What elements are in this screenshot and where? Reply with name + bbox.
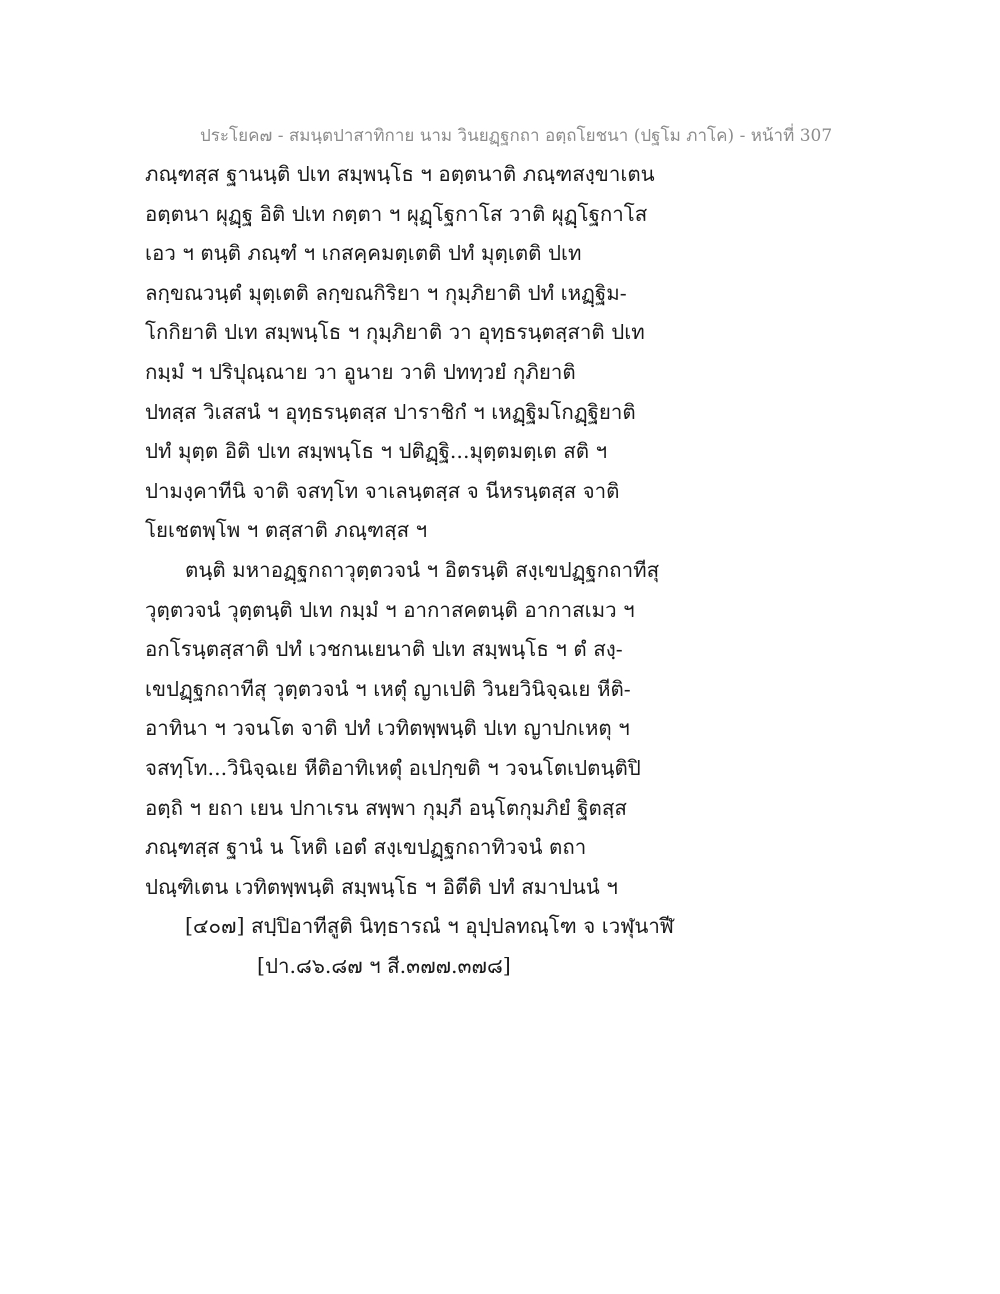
text-line: อตฺตนา ผุฏฺฐ อิติ ปเท กตฺตา ฯ ผุฏฺโฐกาโส วาติ ผุฏฺโฐกาโส — [145, 201, 648, 226]
text-line: ปทสฺส วิเสสนํ ฯ อุทฺธรนฺตสฺส ปาราชิกํ ฯ เหฏฺฐิมโกฏฺฐิยาติ — [145, 399, 636, 424]
text-line: อกโรนฺตสฺสาติ ปทํ เวชกนเยนาติ ปเท สมฺพนฺโธ ฯ ตํ สงฺ- — [145, 637, 623, 662]
section-start-line: [๔๐๗] สปฺปิอาทีสูติ นิทฺธารณํ ฯ อุปฺปลทณฺโฑ จ เวฬุนาฬี — [185, 914, 674, 939]
text-line: อาทินา ฯ วจนโต จาติ ปทํ เวทิตพฺพนฺติ ปเท ญาปกเหตุ ฯ — [145, 716, 630, 741]
text-line: อตฺถิ ฯ ยถา เยน ปกาเรน สพฺพา กุมฺภี อนฺโตกุมภิยํ ฐิตสฺส — [145, 795, 627, 820]
text-line: ปามงฺคาทีนิ จาติ จสทฺโท จาเลนฺตสฺส จ นีหรนฺตสฺส จาติ — [145, 478, 620, 503]
text-line: โกกิยาติ ปเท สมฺพนฺโธ ฯ กุมฺภิยาติ วา อุทฺธรนฺตสฺสาติ ปเท — [145, 320, 645, 345]
text-line: ปณฺฑิเตน เวทิตพฺพนฺติ สมฺพนฺโธ ฯ อิตีติ ปทํ สมาปนนํ ฯ — [145, 874, 618, 899]
text-line: จสทฺโท...วินิจฺฉเย หีติอาทิเหตุํ อเปกฺขติ ฯ วจนโตเปตนฺติปิ — [145, 755, 641, 780]
paragraph-start-line: ตนฺติ มหาอฏฺฐกถาวุตฺตวจนํ ฯ อิตรนฺติ สงฺเขปฏฺฐกถาทีสุ — [185, 557, 660, 582]
text-line: ภณฺฑสฺส ฐานนฺติ ปเท สมฺพนฺโธ ฯ อตฺตนาติ ภณฺฑสงฺขาเตน — [145, 162, 655, 186]
body-text — [145, 158, 674, 989]
text-line: โยเชตพฺโพ ฯ ตสฺสาติ ภณฺฑสฺส ฯ — [145, 518, 428, 543]
text-line: ลกฺขณวนฺตํ มุตฺเตติ ลกฺขณกิริยา ฯ กุมฺภิยาติ ปทํ เหฏฺฐิม- — [145, 280, 627, 305]
text-line: เอว ฯ ตนฺติ ภณฺฑํ ฯ เกสคฺคมตฺเตติ ปทํ มุตฺเตติ ปเท — [145, 241, 582, 266]
text-line: กมฺมํ ฯ ปริปุณฺณาย วา อูนาย วาติ ปททฺวยํ กุภิยาติ — [145, 359, 576, 384]
text-line: เขปฏฺฐกถาทีสุ วุตฺตวจนํ ฯ เหตุํ ญาเปติ วินยวินิจฺฉเย หีติ- — [145, 676, 631, 701]
text-line: วุตฺตวจนํ วุตฺตนฺติ ปเท กมฺมํ ฯ อากาสคตนฺติ อากาสเมว ฯ — [145, 597, 635, 622]
text-line: ปทํ มุตฺต อิติ ปเท สมฺพนฺโธ ฯ ปติฏฺฐิ...มุตฺตมตฺเต สติ ฯ — [145, 439, 608, 464]
text-line: ภณฺฑสฺส ฐานํ น โหติ เอตํ สงฺเขปฏฺฐกถาทิวจนํ ตถา — [145, 835, 587, 860]
page-reference-line: [ปา.๘๖.๘๗ ฯ สี.๓๗๗.๓๗๘] — [257, 953, 511, 978]
running-header: ประโยค๗ - สมนฺตปาสาทิกาย นาม วินยฏฺฐกถา อตฺถโยชนา (ปฐโม ภาโค) - หน้าที่ 307 — [200, 126, 833, 146]
